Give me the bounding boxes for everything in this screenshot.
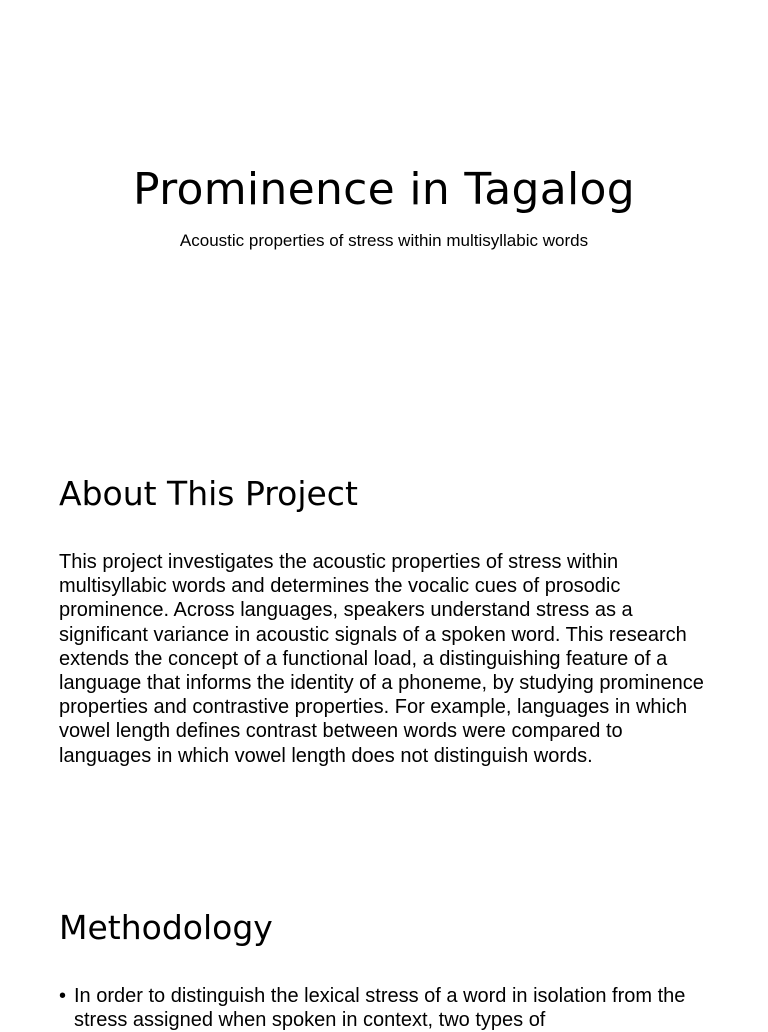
- methodology-list: [59, 984, 719, 1032]
- methodology-list-item: [59, 984, 719, 1032]
- about-heading: About This Project: [59, 474, 358, 513]
- methodology-heading: Methodology: [59, 908, 273, 947]
- methodology-item-text: In order to distinguish the lexical stress of a word in isolation from the stress assigned when spoken in context, two types of: [74, 985, 686, 1032]
- bullet-icon: •: [59, 985, 67, 1007]
- about-paragraph: This project investigates the acoustic properties of stress within multisyllabic words and determines the vocalic cues of prosodic prominence. Across languages, speakers understand stress as a significant variance in acoustic signals of a spoken word. This research extends the concept of a functional load, a distinguishing feature of a language that informs the identity of a phoneme, by studying prominence properties and contrastive properties. For example, languages in which vowel length defines contrast between words were compared to languages in which vowel length does not distinguish words.: [59, 551, 704, 767]
- page-subtitle: Acoustic properties of stress within multisyllabic words: [179, 231, 589, 250]
- page-title: Prominence in Tagalog: [133, 164, 635, 215]
